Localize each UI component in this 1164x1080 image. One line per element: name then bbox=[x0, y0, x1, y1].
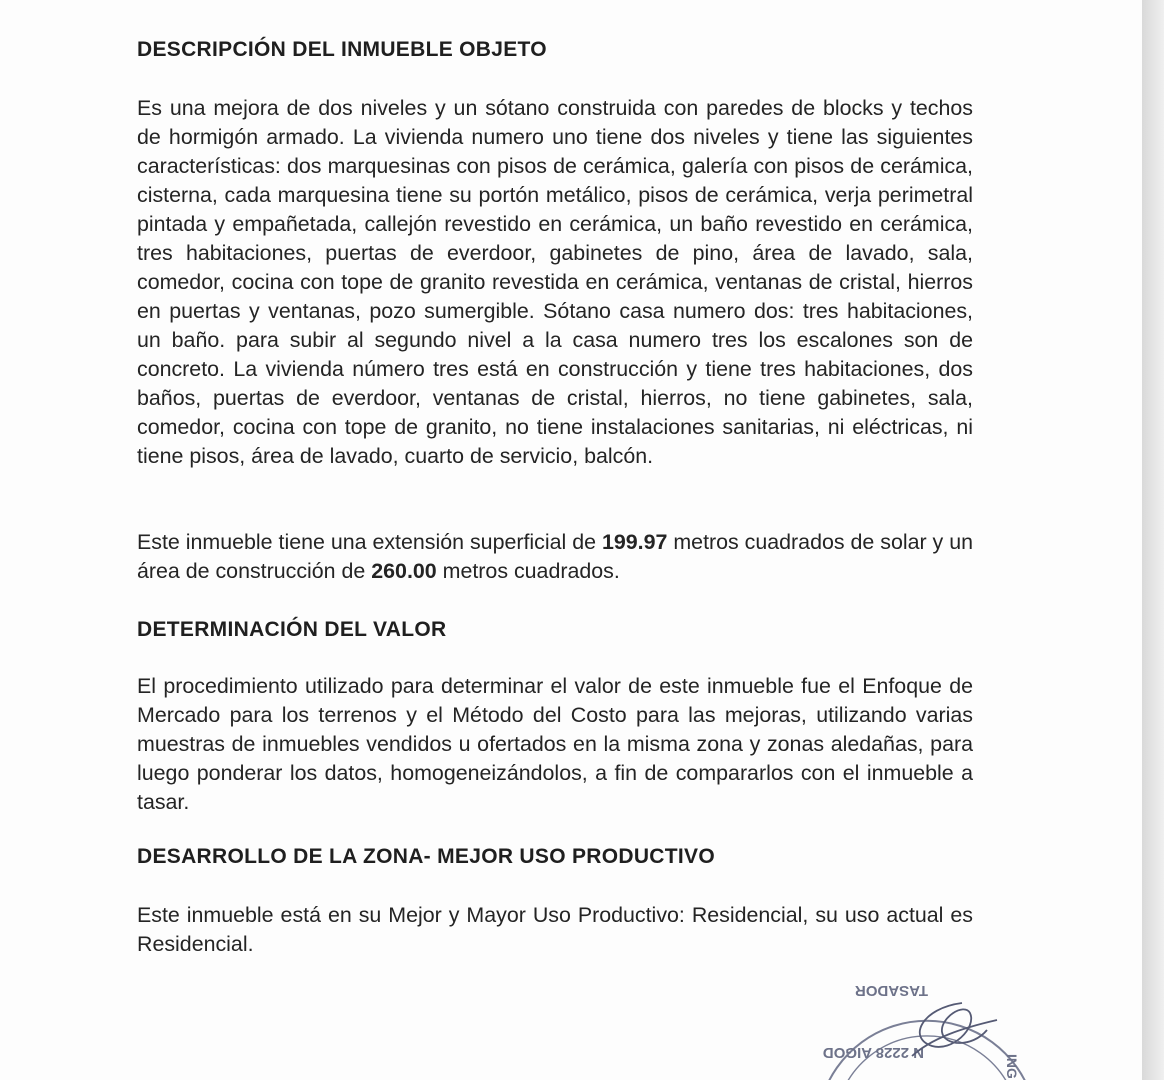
svg-text:N 2228 AIGOD: N 2228 AIGOD bbox=[822, 1044, 924, 1061]
official-stamp-seal bbox=[812, 968, 1042, 1080]
page-edge-shadow bbox=[1142, 0, 1164, 1080]
stamp-lettering bbox=[823, 982, 1020, 1079]
extension-text-3: metros cuadrados. bbox=[436, 559, 620, 583]
solar-area-value: 199.97 bbox=[601, 530, 668, 554]
heading-descripcion: DESCRIPCIÓN DEL INMUEBLE OBJETO bbox=[137, 38, 547, 61]
paragraph-descripcion: Es una mejora de dos niveles y un sótano construida con paredes de blocks y techos de hormigón armado. La vivienda numero uno tiene dos niveles y tiene las siguientes características: dos marquesinas con pisos de cerámica, galería con pisos de cerámica, cisterna, cada marquesina tiene su portón metálico, pisos de cerámica, verja perimetral pintada y empañetada, callejón revestido en cerámica, un baño revestido en cerámica, tres habitaciones, puertas de everdoor, gabinetes de pino, área de lavado, sala, comedor, cocina con tope de granito revestida en cerámica, ventanas de cristal, hierros en puertas y ventanas, pozo sumergible. Sótano casa numero dos: tres habitaciones, un baño. para subir al segundo nivel a la casa numero tres los escalones son de concreto. La vivienda número tres está en construcción y tiene tres habitaciones, dos baños, puertas de everdoor, ventanas de cristal, hierros, no tiene gabinetes, sala, comedor, cocina con tope de granito, no tiene instalaciones sanitarias, ni eléctricas, ni tiene pisos, área de lavado, cuarto de servicio, balcón. bbox=[137, 96, 973, 468]
extension-text-1: Este inmueble tiene una extensión superficial de bbox=[137, 530, 602, 554]
extension-text-2: metros cuadrados de solar y un área de construcción de bbox=[137, 530, 973, 583]
construction-area-value: 260.00 bbox=[371, 559, 437, 583]
paragraph-desarrollo: Este inmueble está en su Mejor y Mayor Uso Productivo: Residencial, su uso actual es Residencial. bbox=[137, 903, 973, 956]
heading-determinacion: DETERMINACIÓN DEL VALOR bbox=[137, 618, 447, 641]
svg-text:ING: ING bbox=[1004, 1054, 1020, 1079]
svg-text:TASADOR: TASADOR bbox=[854, 982, 928, 999]
paragraph-determinacion: El procedimiento utilizado para determinar el valor de este inmueble fue el Enfoque de Mercado para los terrenos y el Método del Costo para las mejoras, utilizando varias muestras de inmuebles vendidos u ofertados en la misma zona y zonas aledañas, para luego ponderar los datos, homogeneizándolos, a fin de compararlos con el inmueble a tasar. bbox=[137, 674, 973, 814]
heading-desarrollo: DESARROLLO DE LA ZONA- MEJOR USO PRODUCTIVO bbox=[137, 845, 715, 868]
paragraph-extension bbox=[137, 528, 973, 586]
